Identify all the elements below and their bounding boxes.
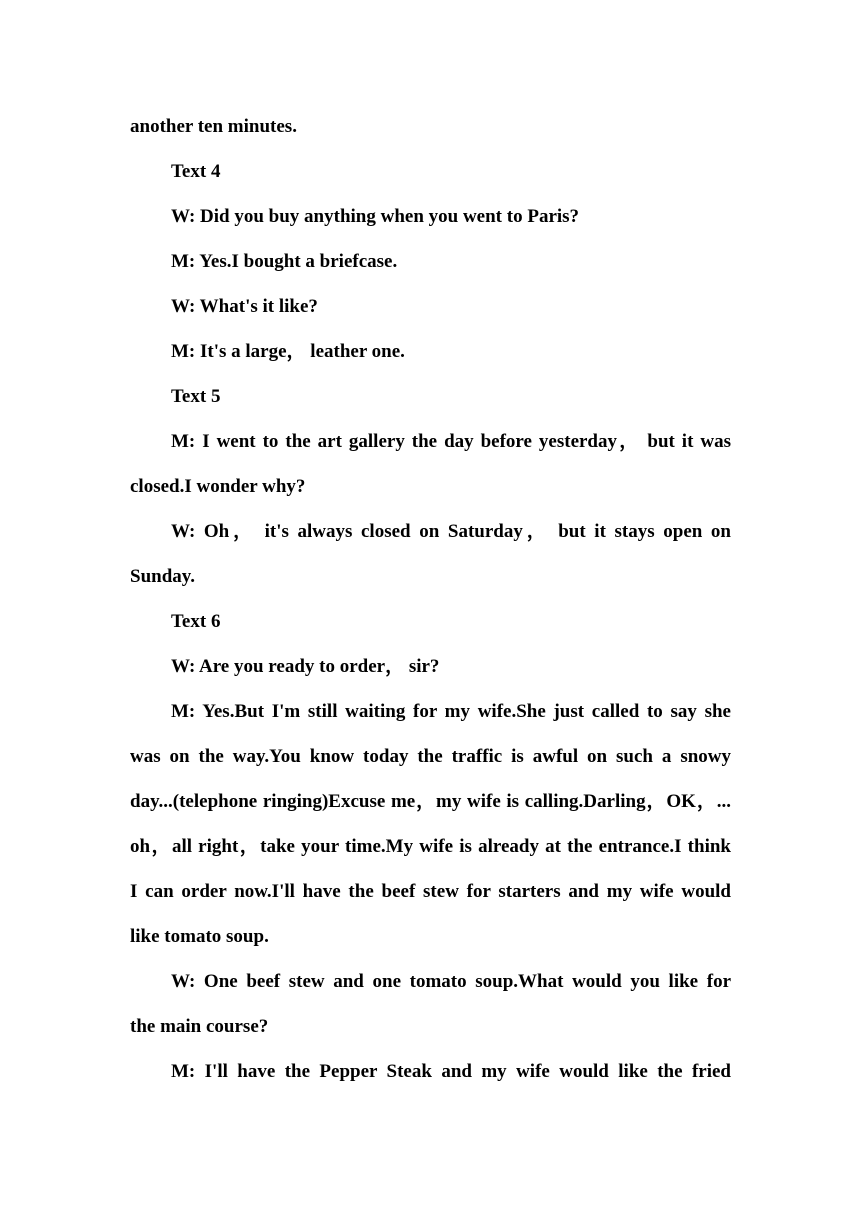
dialogue-line: W: What's it like? — [171, 296, 318, 317]
text-line: another ten minutes. — [130, 116, 297, 137]
dialogue-line: M: It's a large， leather one. — [171, 341, 405, 362]
dialogue-line: W: Oh， it's always closed on Saturday， but it stays open on — [171, 521, 731, 542]
dialogue-line: Sunday. — [130, 566, 195, 587]
section-heading-text-6: Text 6 — [171, 611, 221, 632]
dialogue-line: was on the way.You know today the traffic is awful on such a snowy — [130, 746, 731, 767]
dialogue-line: oh，all right，take your time.My wife is already at the entrance.I think — [130, 836, 731, 857]
dialogue-line: closed.I wonder why? — [130, 476, 306, 497]
dialogue-line: the main course? — [130, 1016, 269, 1037]
dialogue-line: M: Yes.But I'm still waiting for my wife.She just called to say she — [171, 701, 731, 722]
dialogue-line: I can order now.I'll have the beef stew for starters and my wife would — [130, 881, 731, 902]
dialogue-line: day...(telephone ringing)Excuse me，my wife is calling.Darling，OK，... — [130, 791, 731, 812]
section-heading-text-5: Text 5 — [171, 386, 221, 407]
section-heading-text-4: Text 4 — [171, 161, 221, 182]
dialogue-line: like tomato soup. — [130, 926, 269, 947]
dialogue-line: M: I'll have the Pepper Steak and my wife would like the fried — [171, 1061, 731, 1082]
dialogue-line: W: One beef stew and one tomato soup.What would you like for — [171, 971, 731, 992]
dialogue-line: W: Did you buy anything when you went to Paris? — [171, 206, 580, 227]
dialogue-line: W: Are you ready to order， sir? — [171, 656, 440, 677]
dialogue-line: M: Yes.I bought a briefcase. — [171, 251, 398, 272]
dialogue-line: M: I went to the art gallery the day before yesterday， but it was — [171, 431, 731, 452]
